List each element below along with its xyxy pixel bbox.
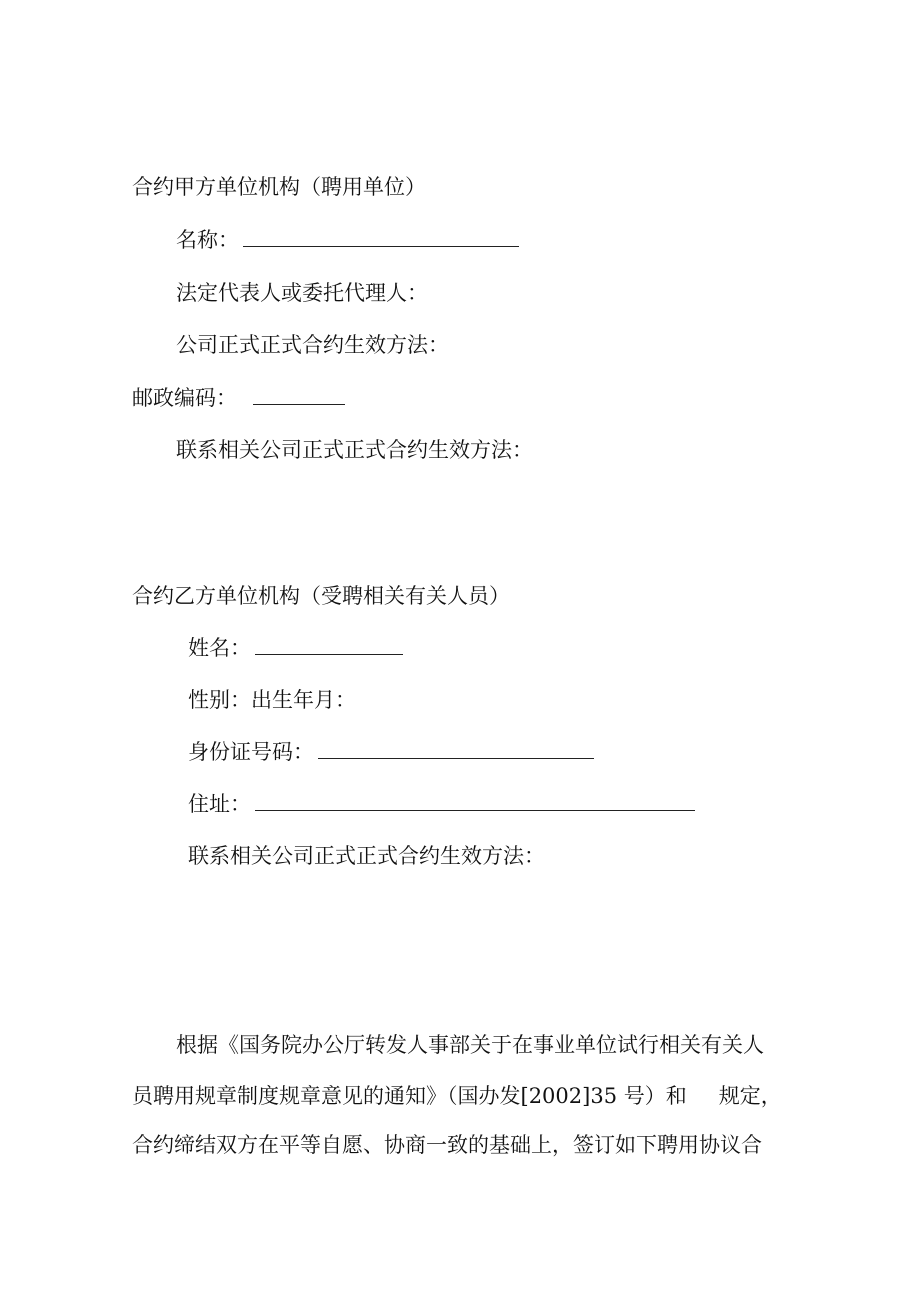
party-b-id-row (188, 738, 594, 766)
body-line-2-b: 规定， (718, 1084, 782, 1108)
party-a-method-label: 公司正式正式合约生效方法： (176, 333, 449, 357)
body-line-2-a: 员聘用规章制度规章意见的通知》（国办发[2002]35 号）和 (132, 1084, 687, 1108)
party-b-name-row (188, 634, 403, 662)
party-b-address-blank[interactable] (255, 809, 695, 811)
party-b-contact-label: 联系相关公司正式正式合约生效方法： (188, 844, 545, 868)
party-b-name-label: 姓名： (188, 636, 251, 660)
party-a-name-row (176, 226, 519, 254)
party-a-postal-blank[interactable] (253, 403, 345, 405)
party-a-contact-label: 联系相关公司正式正式合约生效方法： (176, 438, 533, 462)
party-b-address-label: 住址： (188, 792, 251, 816)
party-b-address-row (188, 790, 695, 818)
party-a-name-blank[interactable] (243, 245, 519, 247)
party-a-name-label: 名称： (176, 228, 239, 252)
party-b-id-blank[interactable] (318, 757, 594, 759)
body-line-2 (132, 1082, 812, 1110)
body-line-1: 根据《国务院办公厅转发人事部关于在事业单位试行相关有关人 (176, 1033, 764, 1057)
party-a-rep-label: 法定代表人或委托代理人： (176, 281, 428, 305)
party-b-name-blank[interactable] (255, 653, 403, 655)
body-line-3: 合约缔结双方在平等自愿、协商一致的基础上，签订如下聘用协议合 (132, 1133, 762, 1157)
party-b-gender-birth-label: 性别：出生年月： (188, 688, 356, 712)
party-b-heading: 合约乙方单位机构（受聘相关有关人员） (132, 584, 510, 608)
party-b-id-label: 身份证号码： (188, 740, 314, 764)
party-a-postal-row (132, 384, 345, 412)
party-a-postal-label: 邮政编码： (132, 386, 237, 410)
party-a-heading: 合约甲方单位机构（聘用单位） (132, 175, 426, 199)
